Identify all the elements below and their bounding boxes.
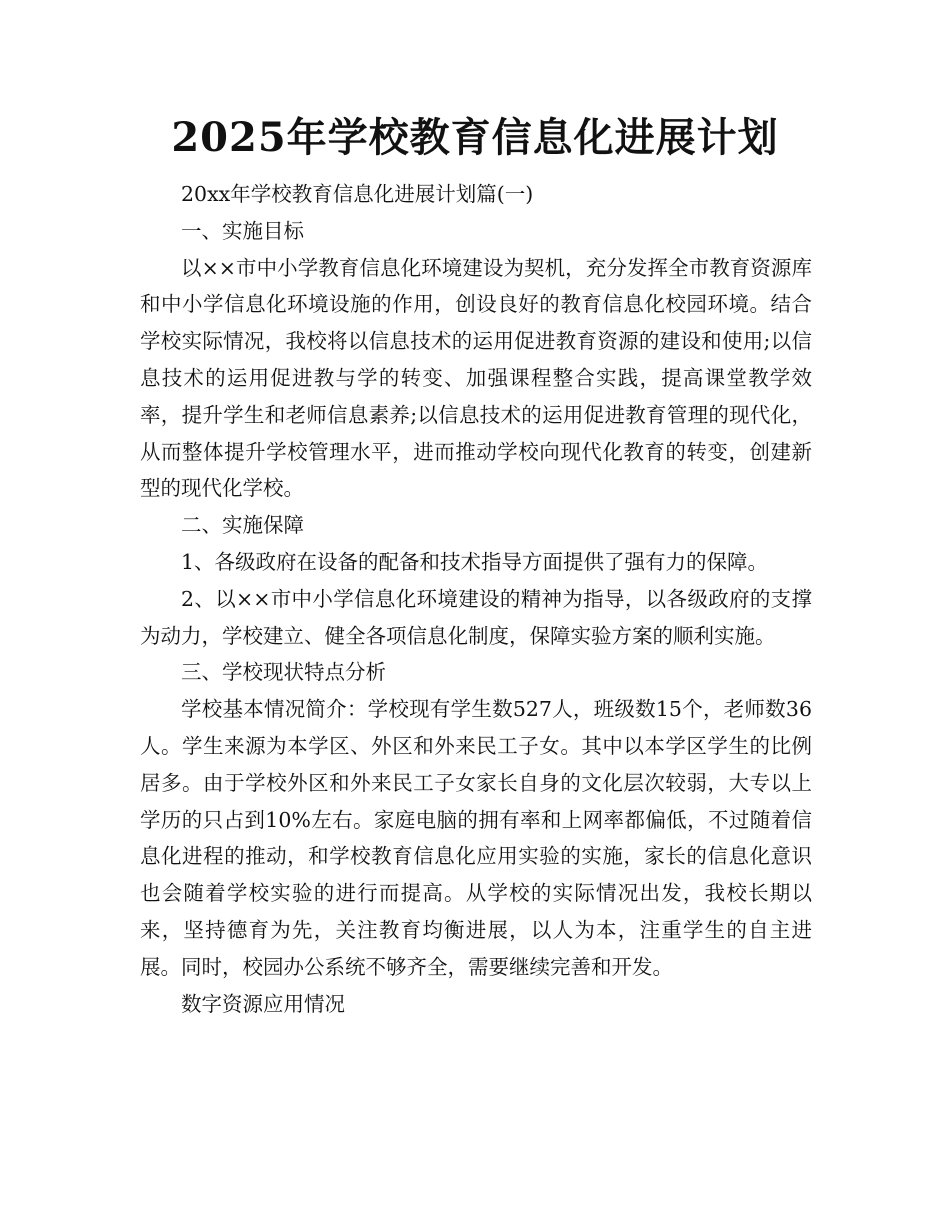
subtitle-paragraph: 20xx年学校教育信息化进展计划篇(一) xyxy=(181,182,534,206)
section-heading-analysis: 三、学校现状特点分析 xyxy=(181,660,386,685)
document-body xyxy=(140,176,812,1022)
analysis-paragraph: 学校基本情况简介：学校现有学生数527人，班级数15个，老师数36人。学生来源为本学区、外区和外来民工子女。其中以本学区学生的比例居多。由于学校外区和外来民工子女家长自身的文化层次较弱，大专以上学历的只占到10%左右。家庭电脑的拥有率和上网率都偏低，不过随着信息化进程的推动，和学校教育信息化应用实验的实施，家长的信息化意识也会随着学校实验的进行而提高。从学校的实际情况出发，我校长期以来，坚持德育为先，关注教育均衡进展，以人为本，注重学生的自主进展。同时，校园办公系统不够齐全，需要继续完善和开发。 xyxy=(140,697,812,979)
digital-resources-heading: 数字资源应用情况 xyxy=(181,991,345,1016)
document-title: 2025年学校教育信息化进展计划 xyxy=(171,114,779,161)
goals-paragraph: 以××市中小学教育信息化环境建设为契机，充分发挥全市教育资源库和中小学信息化环境设施的作用，创设良好的教育信息化校园环境。结合学校实际情况，我校将以信息技术的运用促进教育资源的建设和使用;以信息技术的运用促进教与学的转变、加强课程整合实践，提高课堂教学效率，提升学生和老师信息素养;以信息技术的运用促进教育管理的现代化，从而整体提升学校管理水平，进而推动学校向现代化教育的转变，创建新型的现代化学校。 xyxy=(140,255,812,501)
guarantee-item-1: 1、各级政府在设备的配备和技术指导方面提供了强有力的保障。 xyxy=(181,549,769,574)
guarantee-item-2: 2、以××市中小学信息化环境建设的精神为指导，以各级政府的支撑为动力，学校建立、健全各项信息化制度，保障实验方案的顺利实施。 xyxy=(140,586,812,648)
section-heading-goals: 一、实施目标 xyxy=(181,218,304,243)
section-heading-guarantee: 二、实施保障 xyxy=(181,513,304,538)
